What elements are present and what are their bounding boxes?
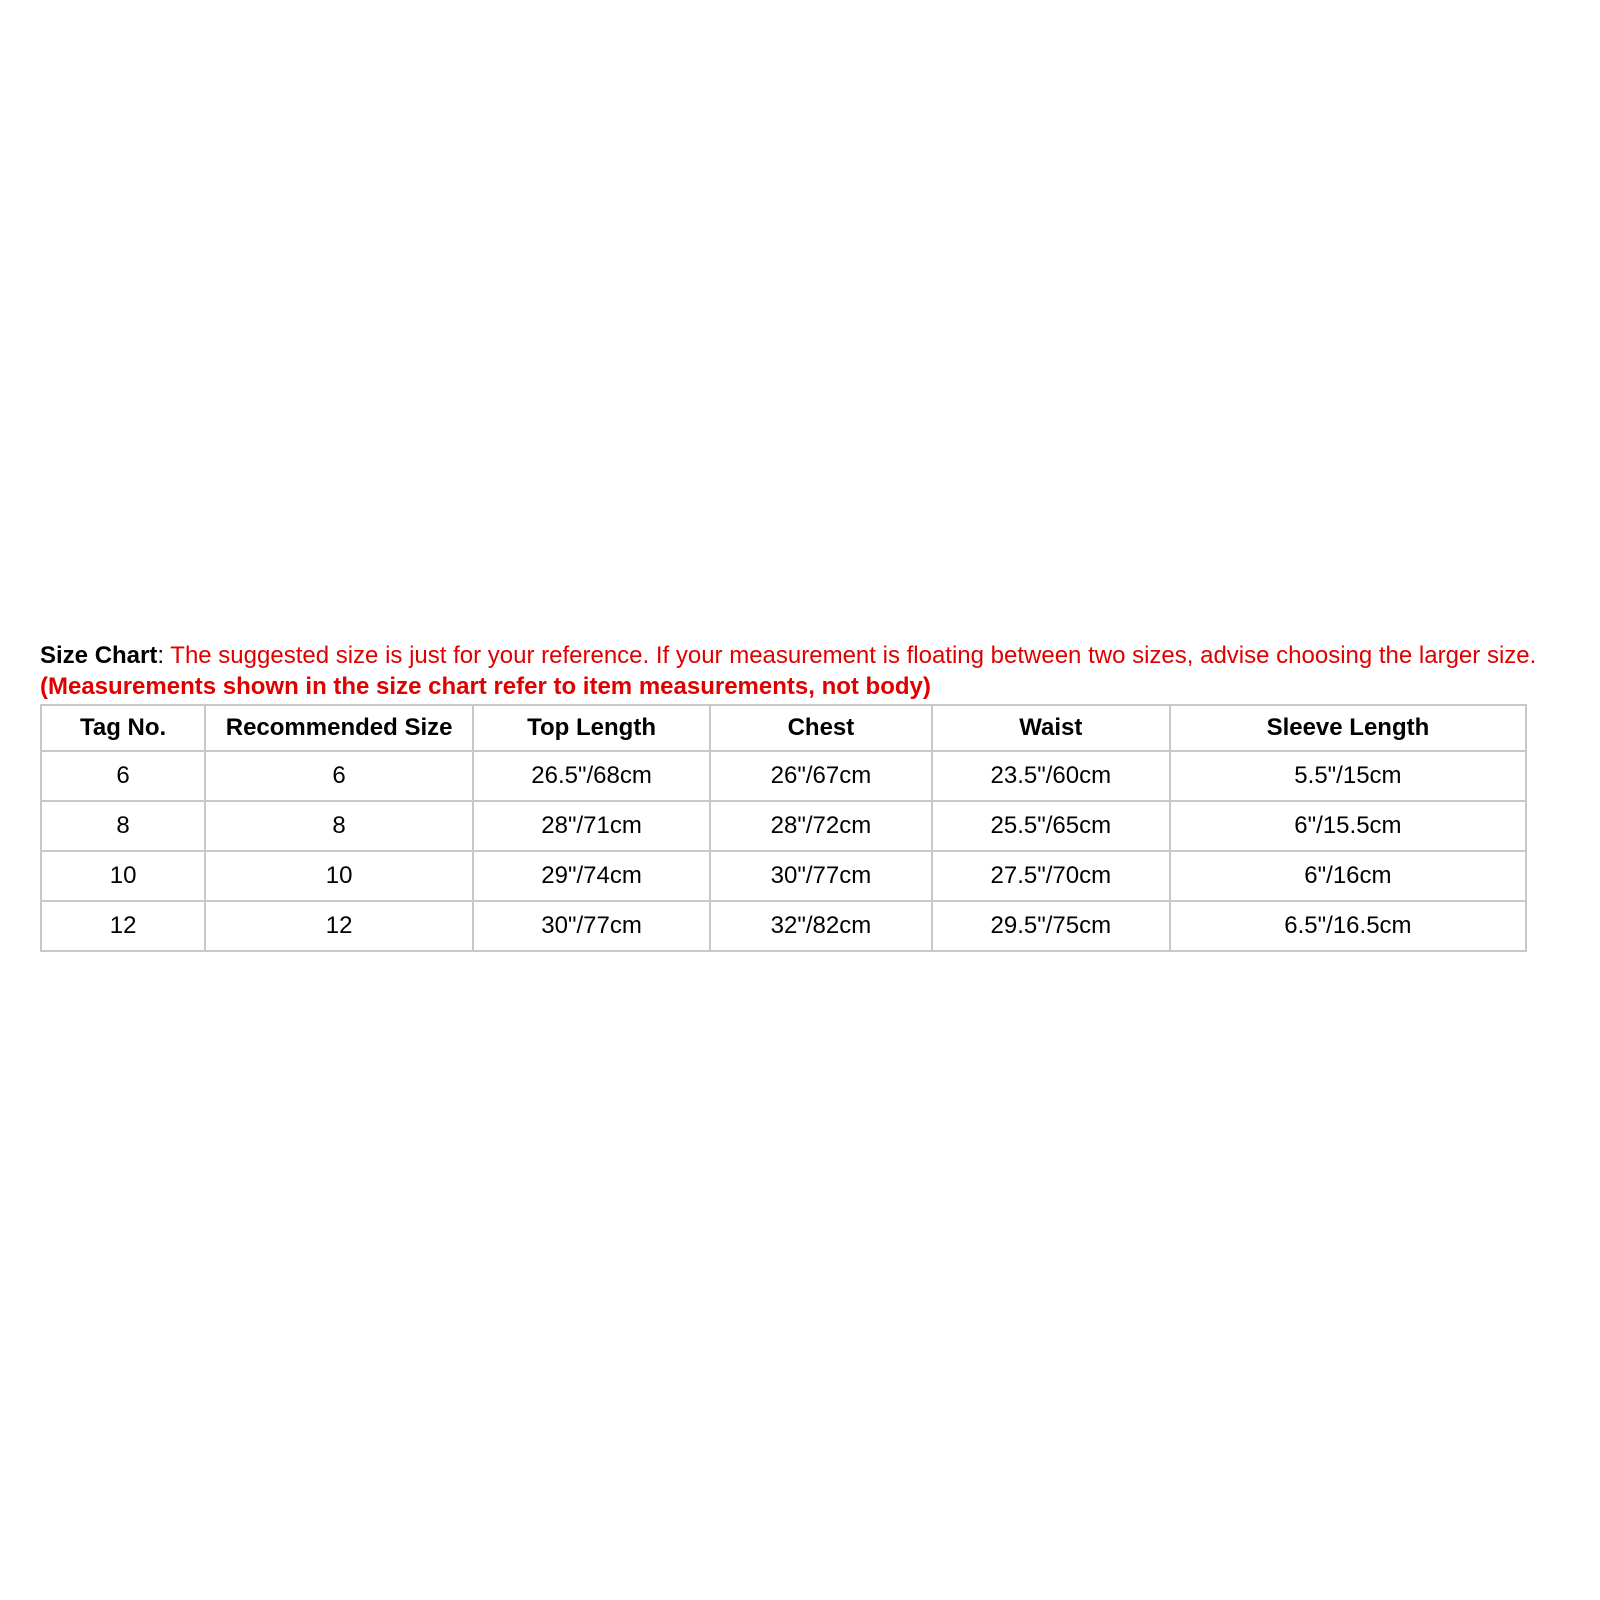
measurement-note: (Measurements shown in the size chart refer to item measurements, not body) [40, 673, 931, 700]
cell-recommended-size: 12 [205, 901, 473, 951]
cell-waist: 23.5"/60cm [932, 751, 1170, 801]
cell-chest: 28"/72cm [710, 801, 932, 851]
cell-recommended-size: 10 [205, 851, 473, 901]
title-colon: : [157, 642, 165, 669]
cell-top-length: 28"/71cm [473, 801, 710, 851]
header-waist: Waist [932, 705, 1170, 751]
reference-note: The suggested size is just for your reference. If your measurement is floating between two sizes, advise choosing the larger size. [164, 642, 1537, 669]
cell-top-length: 29"/74cm [473, 851, 710, 901]
cell-sleeve-length: 6.5"/16.5cm [1170, 901, 1526, 951]
cell-sleeve-length: 5.5"/15cm [1170, 751, 1526, 801]
cell-waist: 25.5"/65cm [932, 801, 1170, 851]
cell-top-length: 30"/77cm [473, 901, 710, 951]
cell-recommended-size: 8 [205, 801, 473, 851]
cell-waist: 29.5"/75cm [932, 901, 1170, 951]
header-top-length: Top Length [473, 705, 710, 751]
table-row [41, 751, 1526, 801]
cell-recommended-size: 6 [205, 751, 473, 801]
size-chart [40, 640, 1560, 952]
header-tag-no: Tag No. [41, 705, 205, 751]
table-row [41, 851, 1526, 901]
cell-tag-no: 6 [41, 751, 205, 801]
cell-tag-no: 10 [41, 851, 205, 901]
cell-chest: 26"/67cm [710, 751, 932, 801]
size-chart-intro [40, 640, 1560, 702]
cell-tag-no: 12 [41, 901, 205, 951]
header-recommended-size: Recommended Size [205, 705, 473, 751]
cell-waist: 27.5"/70cm [932, 851, 1170, 901]
size-table [40, 704, 1527, 952]
cell-top-length: 26.5"/68cm [473, 751, 710, 801]
header-chest: Chest [710, 705, 932, 751]
cell-chest: 32"/82cm [710, 901, 932, 951]
size-chart-title: Size Chart [40, 642, 158, 669]
table-row [41, 801, 1526, 851]
cell-sleeve-length: 6"/16cm [1170, 851, 1526, 901]
table-row [41, 901, 1526, 951]
table-header-row [41, 705, 1526, 751]
cell-sleeve-length: 6"/15.5cm [1170, 801, 1526, 851]
cell-chest: 30"/77cm [710, 851, 932, 901]
cell-tag-no: 8 [41, 801, 205, 851]
header-sleeve-length: Sleeve Length [1170, 705, 1526, 751]
